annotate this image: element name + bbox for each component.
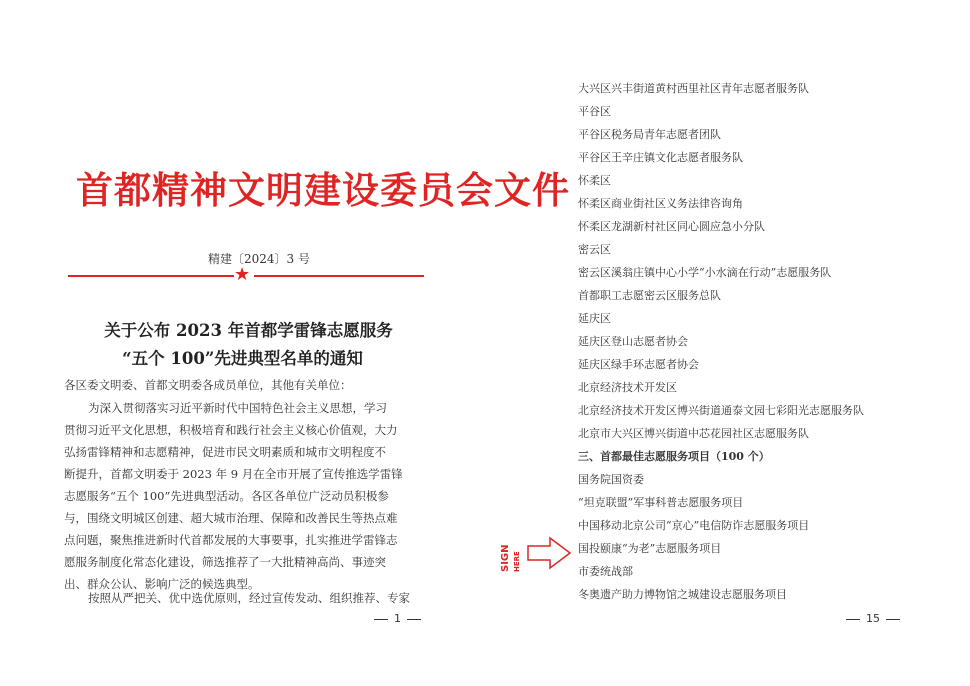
- list-item: 中国移动北京公司“京心”电信防诈志愿服务项目: [578, 519, 810, 532]
- list-item: 北京市大兴区博兴街道中芯花园社区志愿服务队: [578, 427, 809, 440]
- list-item: 市委统战部: [578, 565, 633, 578]
- list-item: 大兴区兴丰街道黄村西里社区青年志愿者服务队: [578, 82, 809, 95]
- addressee: 各区委文明委、首都文明委各成员单位，其他有关单位：: [64, 378, 352, 392]
- section-heading: 三、首都最佳志愿服务项目（100 个）: [578, 450, 770, 463]
- list-item: 怀柔区: [578, 174, 611, 187]
- list-item: 平谷区税务局青年志愿者团队: [578, 128, 721, 141]
- paragraph-line: 断提升，首都文明委于 2023 年 9 月在全市开展了宣传推选学雷锋: [64, 467, 403, 481]
- paragraph-line: 愿服务制度化常态化建设，筛选推荐了一大批精神高尚、事迹突: [64, 555, 386, 569]
- sign-here-arrow-icon: [494, 530, 574, 576]
- list-item: 国投颐康“为老”志愿服务项目: [578, 542, 722, 555]
- document-number: 精建〔2024〕3 号: [208, 252, 310, 266]
- paragraph-line: 弘扬雷锋精神和志愿精神，促进市民文明素质和城市文明程度不: [64, 445, 386, 459]
- list-item: 国务院国资委: [578, 473, 644, 486]
- list-item: 延庆区: [578, 312, 611, 325]
- list-item: 怀柔区龙湖新村社区同心圆应急小分队: [578, 220, 765, 233]
- paragraph-line: 贯彻习近平文化思想，积极培育和践行社会主义核心价值观，大力: [64, 423, 398, 437]
- list-item: 延庆区登山志愿者协会: [578, 335, 688, 348]
- notice-title-line-1: 关于公布 2023 年首都学雷锋志愿服务: [104, 321, 393, 340]
- document-title: 首都精神文明建设委员会文件: [76, 168, 570, 212]
- paragraph-line: 出、群众公认、影响广泛的候选典型。: [64, 577, 260, 591]
- sign-text: SIGN: [500, 544, 511, 572]
- list-item: 密云区溪翁庄镇中心小学“小水滴在行动”志愿服务队: [578, 266, 832, 279]
- list-item: 密云区: [578, 243, 611, 256]
- list-item: 怀柔区商业街社区义务法律咨询角: [578, 197, 743, 210]
- list-item: 平谷区王辛庄镇文化志愿者服务队: [578, 151, 743, 164]
- page-number-value: 15: [866, 612, 880, 625]
- list-item: 冬奥遗产助力博物馆之城建设志愿服务项目: [578, 588, 787, 601]
- notice-title-line-2: “五个 100”先进典型名单的通知: [122, 349, 363, 368]
- star-icon: ★: [234, 264, 251, 285]
- list-item: “坦克联盟”军事科普志愿服务项目: [578, 496, 744, 509]
- red-divider-right: [254, 275, 424, 277]
- here-text: HERE: [513, 551, 521, 572]
- page-number: [368, 612, 427, 625]
- red-divider-left: [68, 275, 234, 277]
- paragraph-line: 志愿服务“五个 100”先进典型活动。各区各单位广泛动员积极参: [64, 489, 389, 503]
- list-item: 延庆区绿手环志愿者协会: [578, 358, 699, 371]
- paragraph-line: 按照从严把关、优中选优原则，经过宣传发动、组织推荐、专家: [88, 591, 410, 605]
- paragraph-line: 为深入贯彻落实习近平新时代中国特色社会主义思想，学习: [88, 401, 387, 415]
- list-item: 首都职工志愿密云区服务总队: [578, 289, 721, 302]
- list-item: 平谷区: [578, 105, 611, 118]
- paragraph-line: 点问题，聚焦推进新时代首都发展的大事要事，扎实推进学雷锋志: [64, 533, 398, 547]
- page-number-value: 1: [394, 612, 401, 625]
- paragraph-line: 与，围绕文明城区创建、超大城市治理、保障和改善民生等热点难: [64, 511, 398, 525]
- page-number-right: [840, 612, 906, 625]
- list-item: 北京经济技术开发区博兴街道通泰文园七彩阳光志愿服务队: [578, 404, 864, 417]
- list-item: 北京经济技术开发区: [578, 381, 677, 394]
